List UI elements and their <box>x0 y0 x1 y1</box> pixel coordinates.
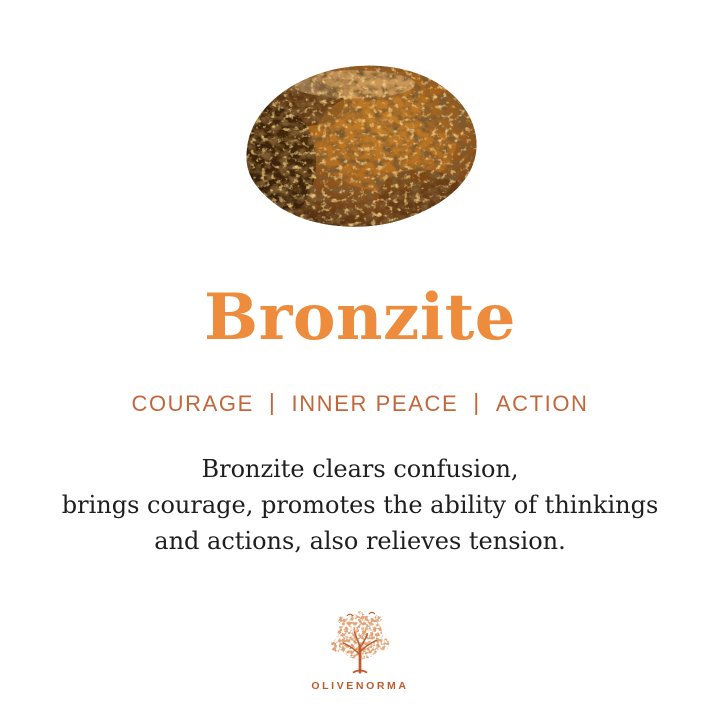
trait-label-action: ACTION <box>495 390 589 416</box>
traits-row <box>131 390 588 417</box>
brand-name: OLIVENORMA <box>311 680 409 692</box>
description <box>62 451 659 559</box>
description-line: brings courage, promotes the ability of thinkings <box>61 491 659 519</box>
trait-divider: | <box>473 389 481 415</box>
brand-logo <box>311 611 408 692</box>
page-title: Bronzite <box>204 280 516 355</box>
bronzite-stone-illustration <box>233 58 487 236</box>
olive-tree-icon <box>323 611 397 675</box>
bronzite-stone-photo <box>233 58 487 236</box>
trait-divider: | <box>268 389 277 415</box>
description-line: and actions, also relieves tension. <box>154 527 566 555</box>
trait-label-inner-peace: INNER PEACE <box>291 390 459 416</box>
trait-label-courage: COURAGE <box>131 390 254 416</box>
description-line: Bronzite clears confusion, <box>201 455 519 483</box>
